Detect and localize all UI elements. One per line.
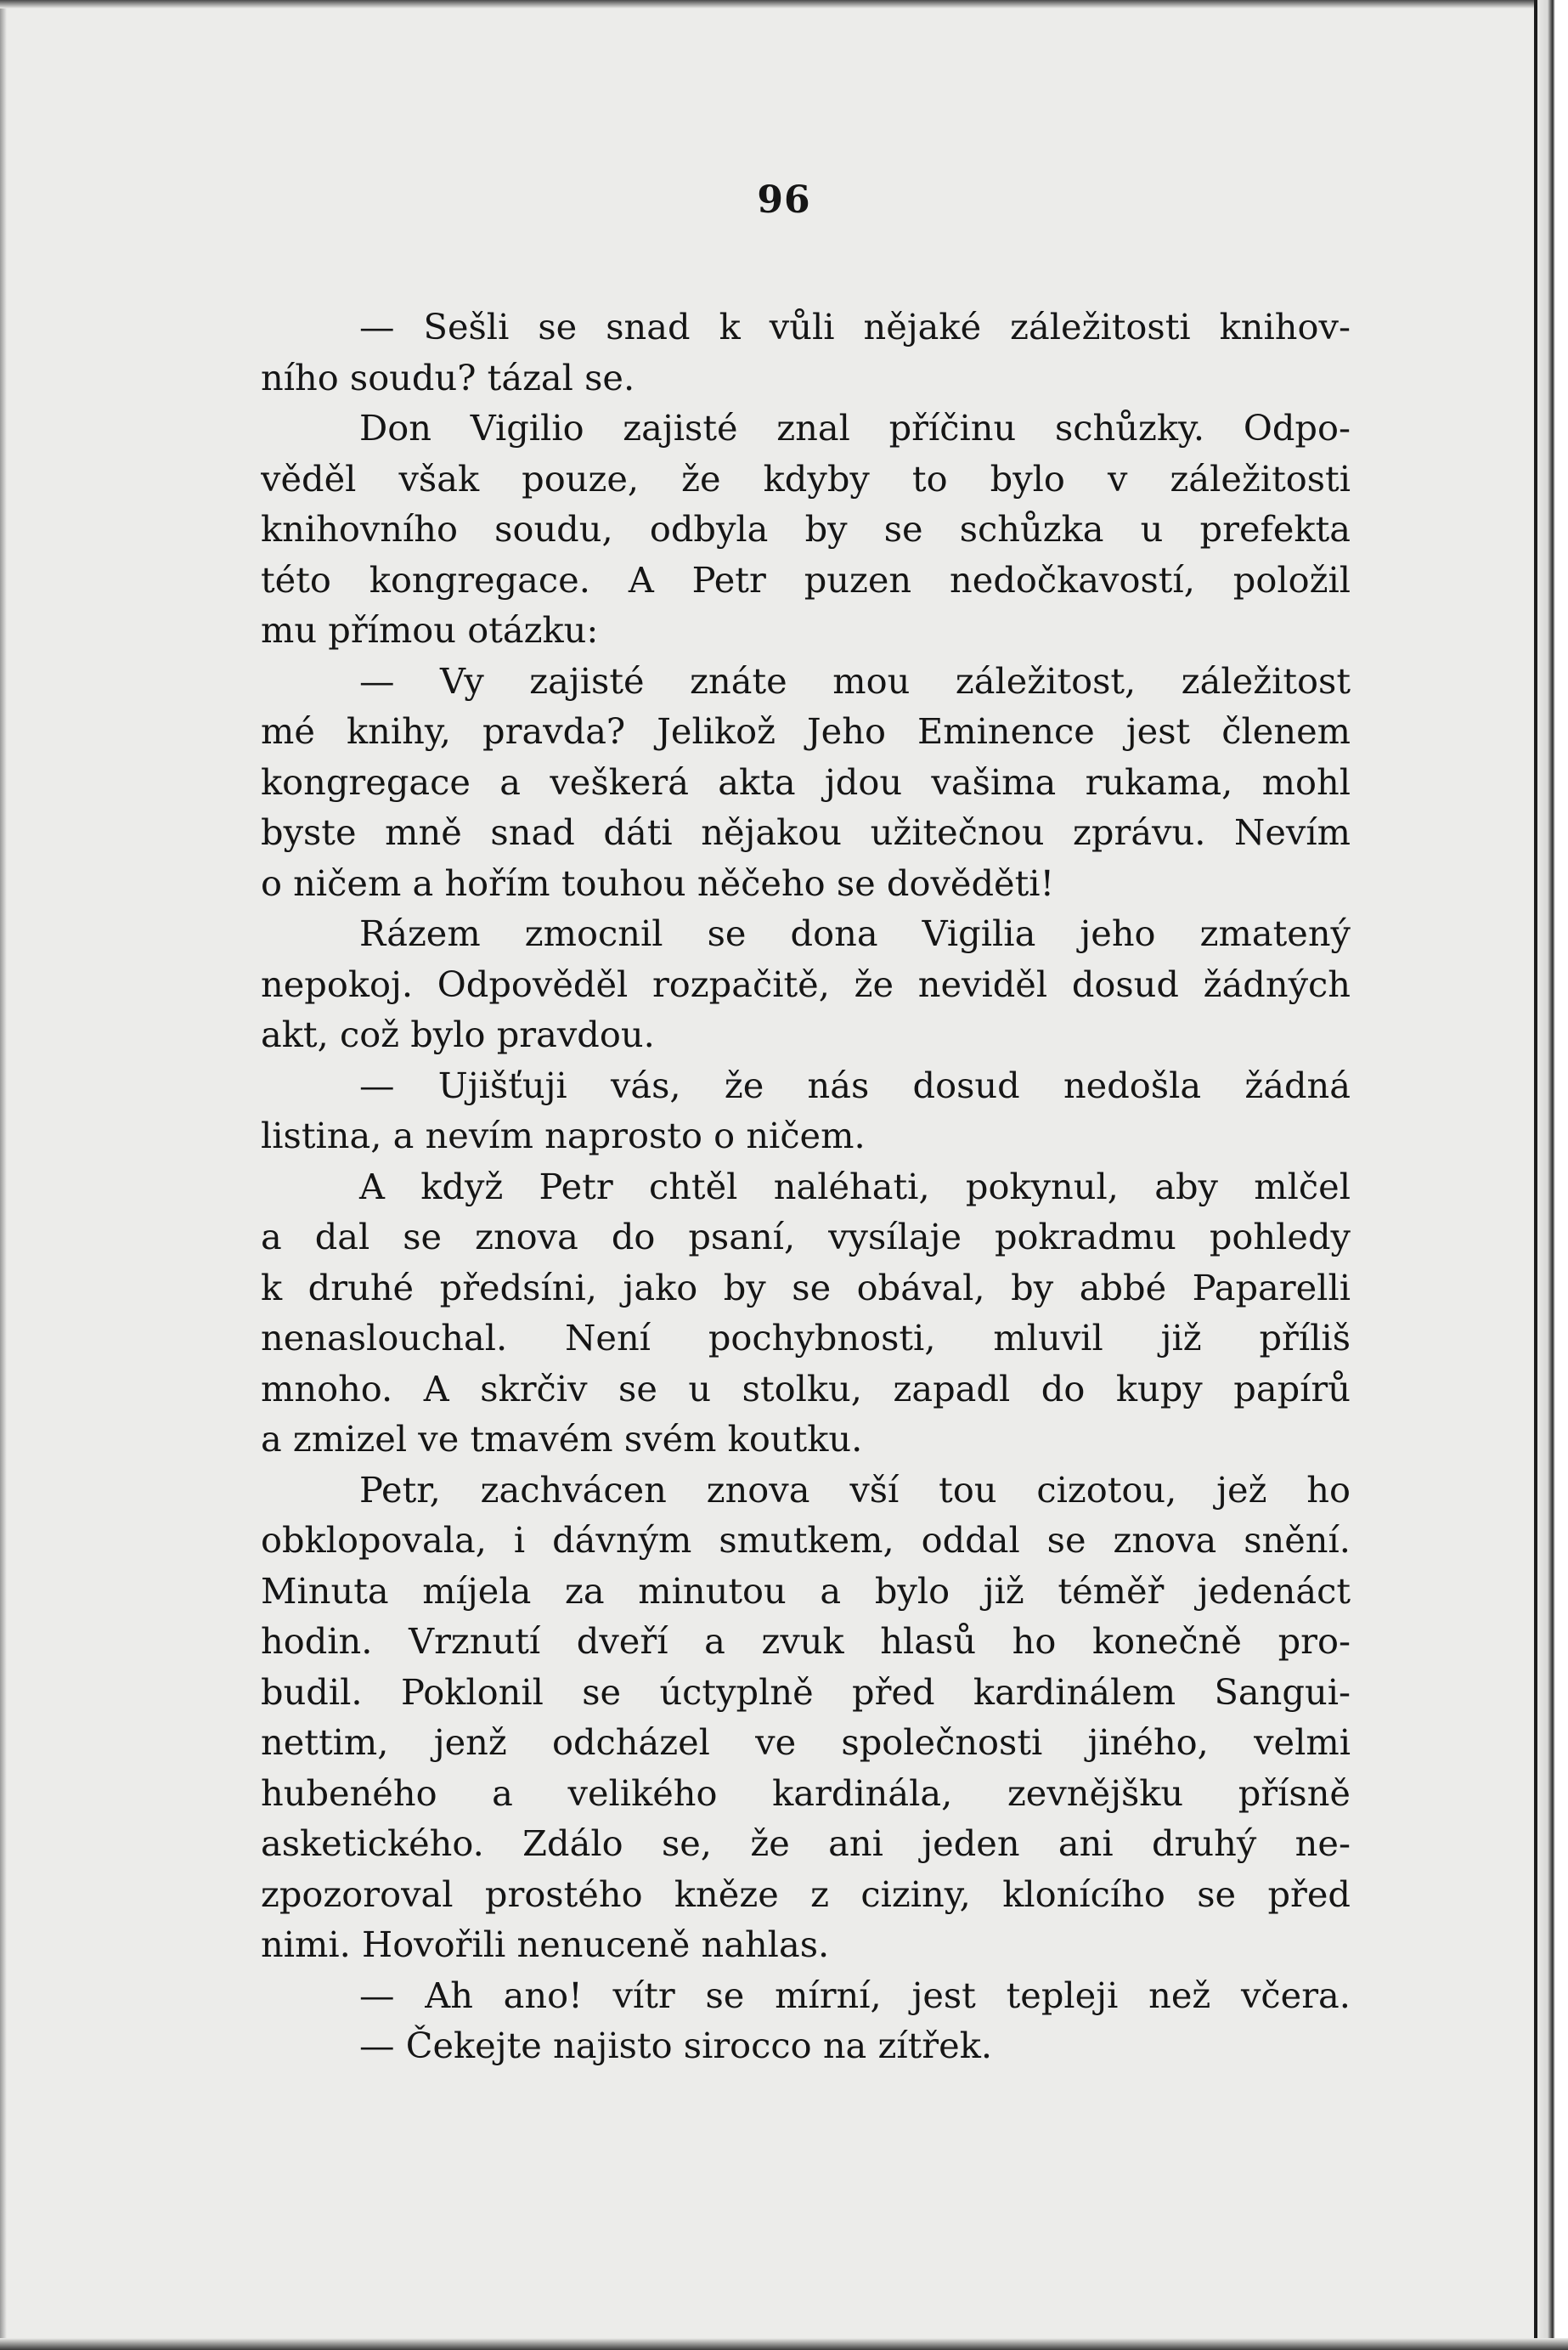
text-line: Don Vigilio zajisté znal příčinu schůzky. Odpo- <box>359 407 1351 449</box>
text-line: akt, což bylo pravdou. <box>261 1014 655 1055</box>
text-line: ního soudu? tázal se. <box>261 356 635 398</box>
text-line: — Vy zajisté znáte mou záležitost, záležitost <box>359 659 1351 702</box>
text-line: mé knihy, pravda? Jelikož Jeho Eminence jest členem <box>261 710 1351 752</box>
text-line: zpozoroval prostého kněze z ciziny, klonícího se před <box>261 1873 1351 1915</box>
text-line: asketického. Zdálo se, že ani jeden ani druhý ne- <box>261 1822 1351 1864</box>
page-edge-bottom <box>0 2338 1568 2350</box>
text-line: nepokoj. Odpověděl rozpačitě, že neviděl dosud žádných <box>261 963 1351 1005</box>
text-line: knihovního soudu, odbyla by se schůzka u prefekta <box>261 508 1351 550</box>
text-line: a dal se znova do psaní, vysílaje pokradmu pohledy <box>261 1216 1351 1257</box>
text-line: obklopovala, i dávným smutkem, oddal se znova snění. <box>261 1519 1351 1561</box>
text-line: — Ah ano! vítr se mírní, jest tepleji než včera. <box>359 1974 1351 2016</box>
text-line: této kongregace. A Petr puzen nedočkavostí, položil <box>261 558 1351 601</box>
page-edge-left <box>0 0 7 2350</box>
text-line: byste mně snad dáti nějakou užitečnou zprávu. Nevím <box>261 811 1351 853</box>
text-line: — Ujišťuji vás, že nás dosud nedošla žádná <box>359 1064 1351 1106</box>
text-line: o ničem a hořím touhou něčeho se dověděti! <box>261 861 1055 904</box>
text-line: hodin. Vrznutí dveří a zvuk hlasů ho konečně pro- <box>261 1620 1351 1662</box>
page-edge-top <box>0 0 1568 8</box>
page-number: 96 <box>757 178 811 222</box>
text-line: Petr, zachvácen znova vší tou cizotou, jež ho <box>359 1468 1351 1511</box>
text-line: — Sešli se snad k vůli nějaké záležitosti knihov- <box>359 306 1351 347</box>
text-line: nettim, jenž odcházel ve společnosti jiného, velmi <box>261 1721 1351 1763</box>
text-line: mnoho. A skrčiv se u stolku, zapadl do kupy papírů <box>261 1367 1351 1409</box>
text-line: nenaslouchal. Není pochybnosti, mluvil již příliš <box>261 1317 1351 1359</box>
text-line: a zmizel ve tmavém svém koutku. <box>261 1418 863 1460</box>
page-edge-right <box>1534 0 1568 2350</box>
text-line: k druhé předsíni, jako by se obával, by abbé Paparelli <box>261 1266 1351 1308</box>
text-line: nimi. Hovořili nenuceně nahlas. <box>261 1923 830 1965</box>
body-text <box>261 302 1351 2071</box>
text-line: věděl však pouze, že kdyby to bylo v záležitosti <box>261 457 1351 500</box>
text-line: kongregace a veškerá akta jdou vašima rukama, mohl <box>261 760 1351 803</box>
text-line: mu přímou otázku: <box>261 609 599 651</box>
text-line: budil. Poklonil se úctyplně před kardinálem Sangui- <box>261 1670 1351 1713</box>
page-edge-right-line <box>1534 0 1537 2350</box>
text-line: hubeného a velikého kardinála, zevnějšku přísně <box>261 1771 1351 1814</box>
text-line: listina, a nevím naprosto o ničem. <box>261 1115 866 1156</box>
text-line: Minuta míjela za minutou a bylo již téměř jedenáct <box>261 1569 1351 1612</box>
text-line: — Čekejte najisto sirocco na zítřek. <box>359 2025 993 2066</box>
text-line: Rázem zmocnil se dona Vigilia jeho zmatený <box>359 912 1351 954</box>
text-line: A když Petr chtěl naléhati, pokynul, aby mlčel <box>359 1165 1351 1207</box>
